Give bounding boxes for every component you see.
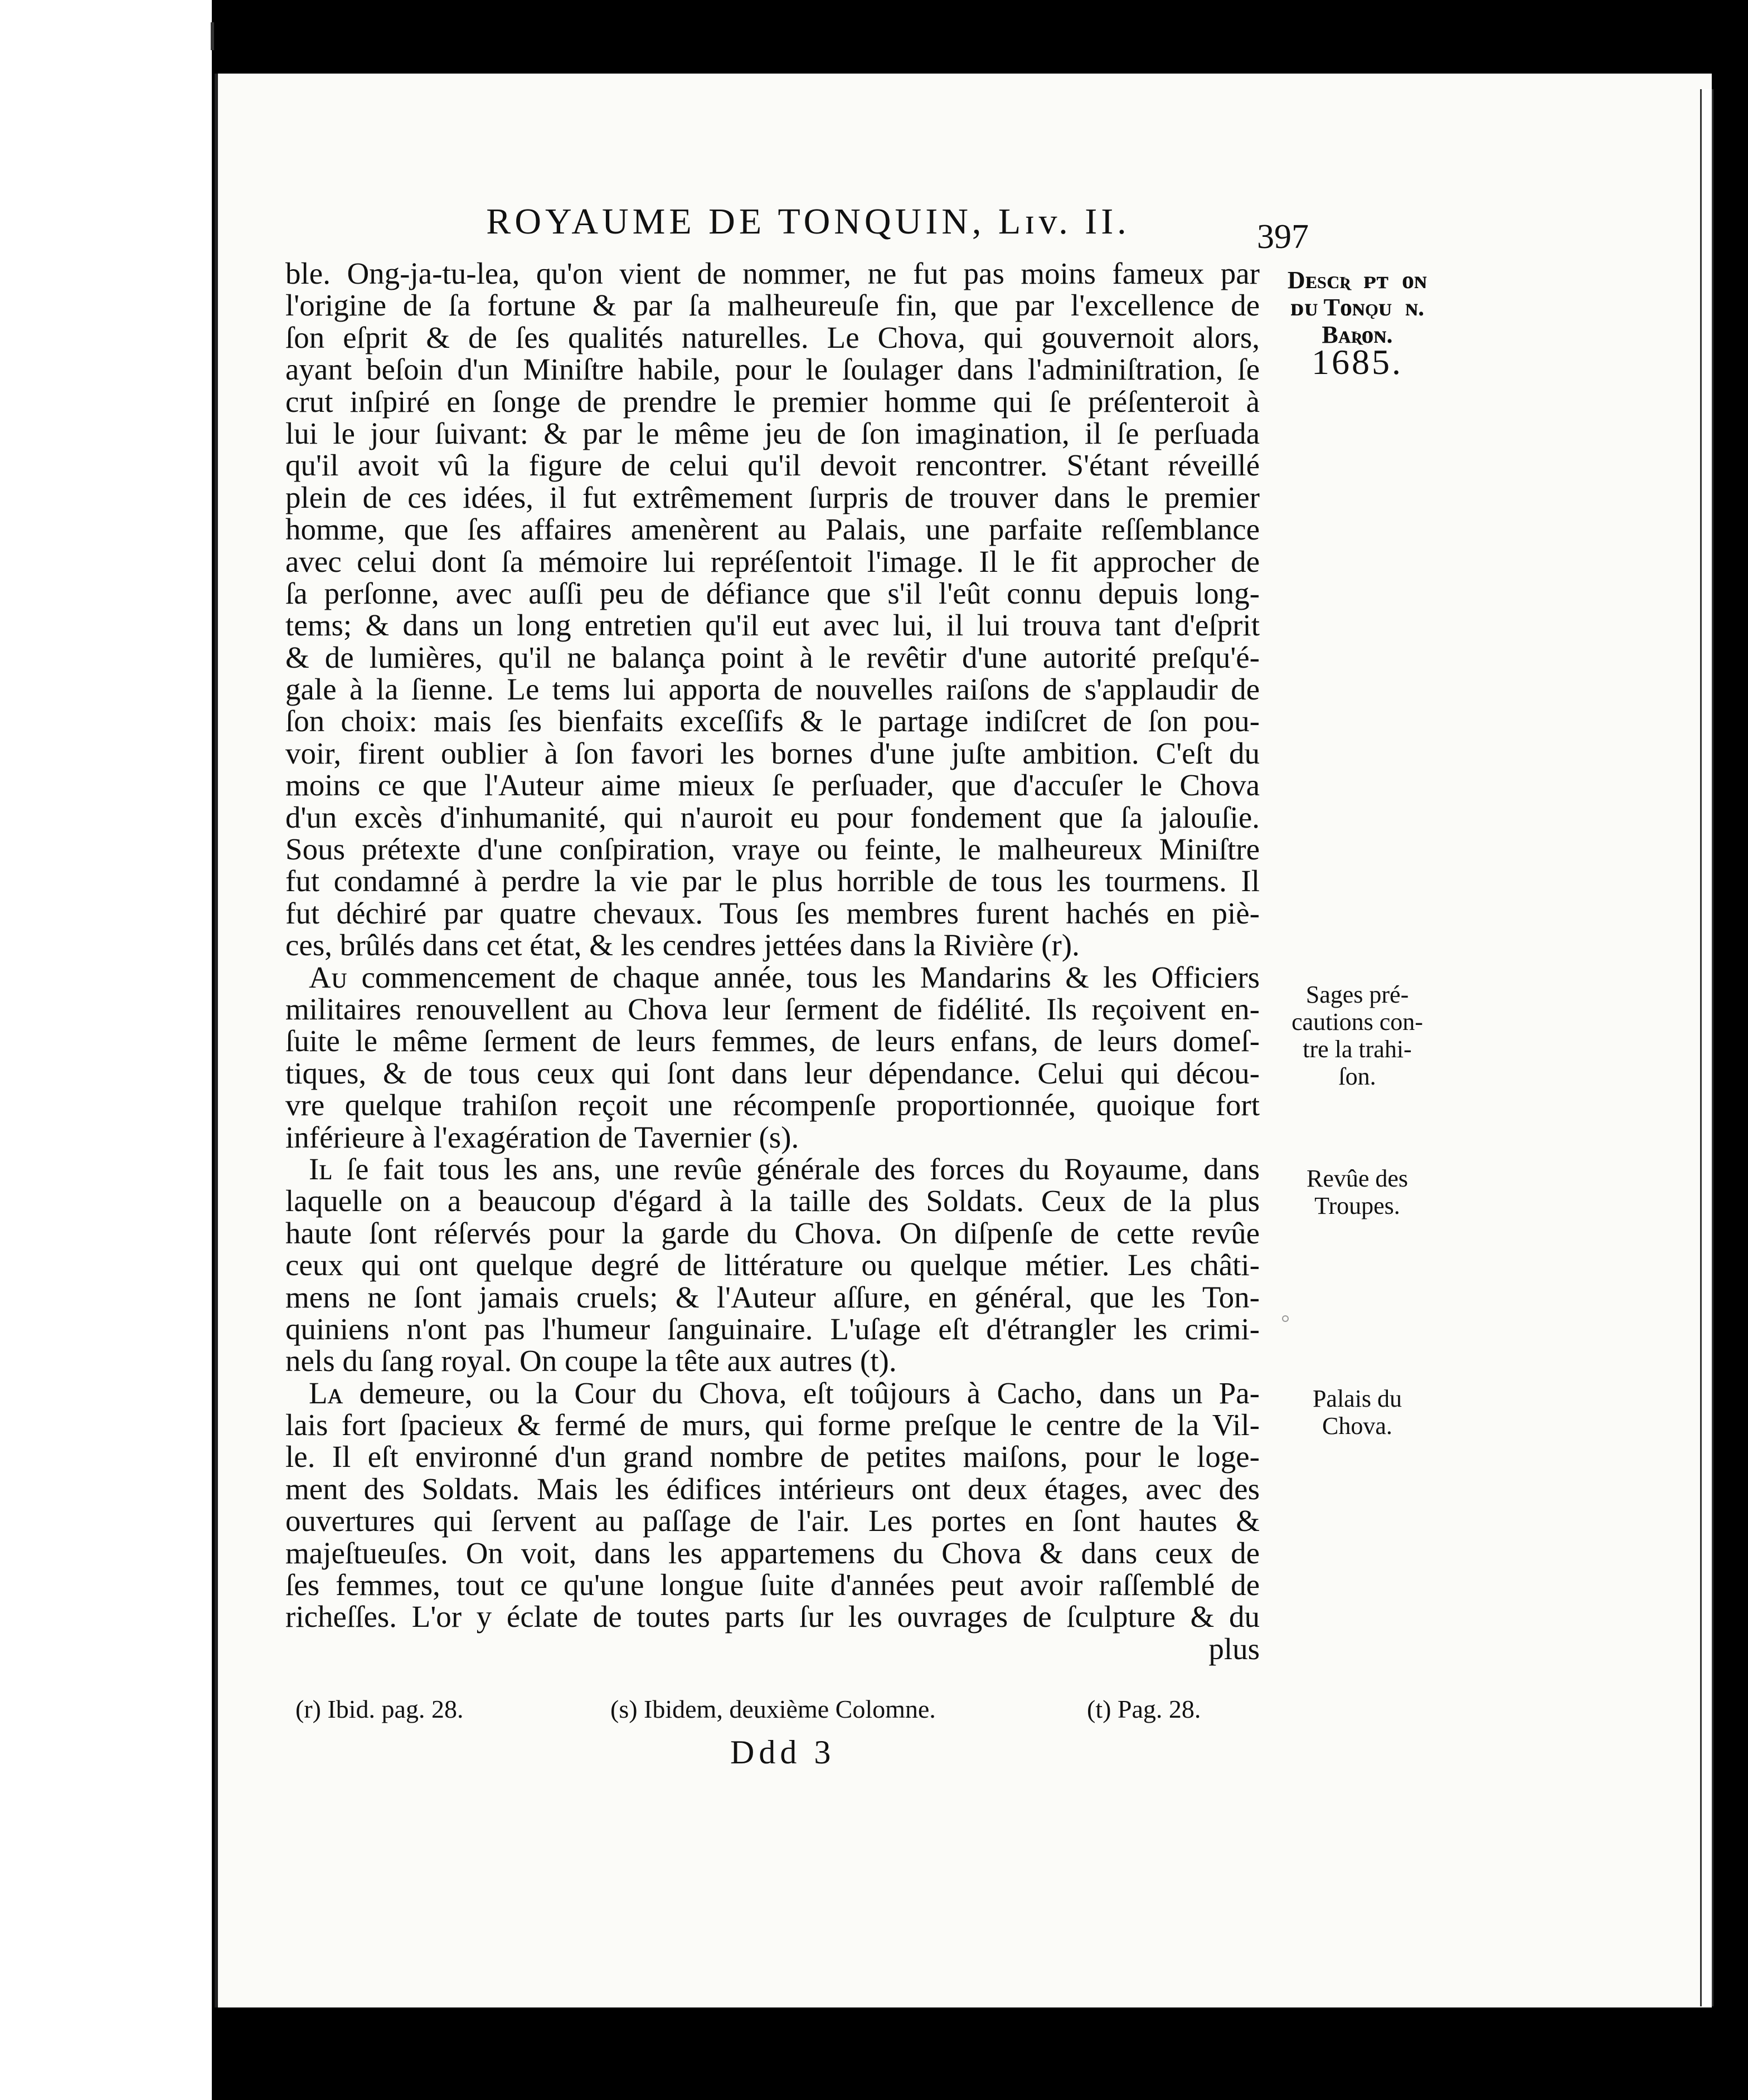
text-line: richeſſes. L'or y éclate de toutes parts ſur les ouvrages de ſculpture & du (285, 1600, 1260, 1634)
text-line: vre quelque trahiſon reçoit une récompenſe proportionnée, quoique fort (285, 1088, 1260, 1122)
text-line: voir, firent oublier à ſon favori les bornes d'une juſte ambition. C'eſt du (285, 736, 1260, 770)
text-line: moins ce que l'Auteur aime mieux ſe perſuader, que d'accuſer le Chova (285, 768, 1260, 803)
margin-note-line: Bᴀʀᴏɴ. (1322, 321, 1393, 348)
text-line: ſes femmes, tout ce qu'une longue ſuite d'années peut avoir raſſemblé de (285, 1568, 1260, 1602)
margin-note-line: Revûe des (1306, 1165, 1409, 1192)
running-head-title: ROYAUME DE TONQUIN, Lɪv. II. (486, 201, 1130, 242)
margin-note-sages (1274, 981, 1441, 1090)
text-line: tems; & dans un long entretien qu'il eut avec lui, il lui trouva tant d'eſprit (285, 608, 1260, 643)
margin-note-revue (1274, 1165, 1441, 1219)
footnote-s: (s) Ibidem, deuxième Colomne. (610, 1695, 936, 1723)
text-line: le. Il eſt environné d'un grand nombre de petites maiſons, pour le loge- (285, 1440, 1260, 1474)
text-line: ble. Ong-ja-tu-lea, qu'on vient de nommer, ne fut pas moins fameux par (285, 256, 1260, 290)
text-line: crut inſpiré en ſonge de prendre le premier homme qui ſe préſenteroit à (285, 384, 1260, 419)
page-number: 397 (1257, 218, 1309, 256)
text-line: & de lumières, qu'il ne balança point à le revêtir d'une autorité preſqu'é- (285, 640, 1260, 674)
text-line: lui le jour ſuivant: & par le même jeu de ſon imagination, il ſe perſuada (285, 416, 1260, 450)
body-text (285, 257, 1260, 1665)
text-line: majeſtueuſes. On voit, dans les appartemens du Chova & dans ceux de (285, 1535, 1260, 1570)
text-line: Sous prétexte d'une conſpiration, vraye ou feinte, le malheureux Miniſtre (285, 832, 1260, 867)
margin-note-line: ſon. (1338, 1063, 1376, 1090)
text-line: haute ſont réſervés pour la garde du Chova. On diſpenſe de cette revûe (285, 1216, 1260, 1250)
margin-note-line: tre la trahi- (1303, 1036, 1412, 1063)
margin-note-line: Dᴇsᴄʀɪᴘᴛɪᴏɴ (1287, 266, 1427, 294)
footnote-r: (r) Ibid. pag. 28. (295, 1695, 464, 1723)
text-line: ces, brûlés dans cet état, & les cendres jettées dans la Rivière (r). (285, 928, 1080, 962)
footnote-t: (t) Pag. 28. (1087, 1695, 1201, 1723)
text-line: gale à la ſienne. Le tems lui apporta de nouvelles raiſons de s'applaudir de (285, 672, 1260, 707)
margin-note-line: ᴅᴜ Tᴏɴǫᴜɪɴ. (1290, 294, 1425, 321)
facing-page-edge (0, 0, 212, 2100)
text-line: ayant beſoin d'un Miniſtre habile, pour le ſoulager dans l'adminiſtration, ſe (285, 352, 1260, 387)
text-line: Lᴀ demeure, ou la Cour du Chova, eſt toûjours à Cacho, dans un Pa- (309, 1375, 1260, 1410)
binding-mark (211, 22, 214, 50)
text-line: ment des Soldats. Mais les édifices intérieurs ont deux étages, avec des (285, 1471, 1260, 1506)
page-edge-right (1700, 89, 1713, 2006)
text-line: laquelle on a beaucoup d'égard à la taille des Soldats. Ceux de la plus (285, 1184, 1260, 1218)
text-line: d'un excès d'inhumanité, qui n'auroit eu pour fondement que ſa jalouſie. (285, 800, 1260, 834)
text-line: ſon choix: mais ſes bienfaits exceſſifs & le partage indiſcret de ſon pou- (285, 704, 1260, 738)
margin-note-line: Chova. (1322, 1412, 1392, 1440)
text-line: inférieure à l'exagération de Tavernier (s). (285, 1120, 799, 1154)
margin-note-line: Troupes. (1314, 1192, 1400, 1219)
text-line: homme, que ſes affaires amenèrent au Palais, une parfaite reſſemblance (285, 512, 1260, 547)
text-line: Iʟ ſe fait tous les ans, une revûe générale des forces du Royaume, dans (309, 1151, 1260, 1186)
text-line: ſon eſprit & de ſes qualités naturelles. Le Chova, qui gouvernoit alors, (285, 320, 1260, 354)
text-line: tiques, & de tous ceux qui ſont dans leur dépendance. Celui qui décou- (285, 1056, 1260, 1090)
text-line: plein de ces idées, il fut extrêmement ſurpris de trouver dans le premier (285, 480, 1260, 514)
text-line: lais fort ſpacieux & fermé de murs, qui forme preſque le centre de la Vil- (285, 1408, 1260, 1442)
margin-note-line: Sages pré- (1305, 981, 1409, 1008)
ink-speck (1282, 1315, 1289, 1322)
text-line: ouvertures qui ſervent au paſſage de l'air. Les portes en ſont hautes & (285, 1504, 1260, 1538)
text-line: fut déchiré par quatre chevaux. Tous ſes membres furent hachés en piè- (285, 896, 1260, 930)
text-line: nels du ſang royal. On coupe la tête aux autres (t). (285, 1344, 897, 1378)
text-line: ſuite le même ſerment de leurs femmes, de leurs enfans, de leurs domeſ- (285, 1024, 1260, 1058)
margin-note-description (1274, 266, 1441, 382)
catchword: plus (1208, 1631, 1260, 1666)
margin-note-line: cautions con- (1291, 1008, 1423, 1036)
margin-note-year: 1685. (1312, 342, 1403, 382)
text-line: quiniens n'ont pas l'humeur ſanguinaire. L'uſage eſt d'étrangler les crimi- (285, 1311, 1260, 1346)
text-line: ceux qui ont quelque degré de littérature ou quelque métier. Les châti- (285, 1248, 1260, 1282)
text-line: ſa perſonne, avec auſſi peu de défiance que s'il l'eût connu depuis long- (285, 576, 1260, 610)
margin-note-palais (1274, 1385, 1441, 1440)
text-line: mens ne ſont jamais cruels; & l'Auteur aſſure, en général, que les Ton- (285, 1280, 1260, 1314)
signature-mark: Ddd 3 (730, 1734, 836, 1771)
text-line: qu'il avoit vû la figure de celui qu'il devoit rencontrer. S'étant réveillé (285, 448, 1260, 483)
text-line: avec celui dont ſa mémoire lui repréſentoit l'image. Il le fit approcher de (285, 544, 1260, 579)
text-line: fut condamné à perdre la vie par le plus horrible de tous les tourmens. Il (285, 864, 1260, 898)
text-line: Aᴜ commencement de chaque année, tous les Mandarins & les Officiers (309, 960, 1260, 994)
text-line: l'origine de ſa fortune & par ſa malheureuſe fin, que par l'excellence de (285, 288, 1260, 323)
margin-note-line: Palais du (1312, 1385, 1402, 1412)
text-line: militaires renouvellent au Chova leur ſerment de fidélité. Ils reçoivent en- (285, 991, 1260, 1026)
